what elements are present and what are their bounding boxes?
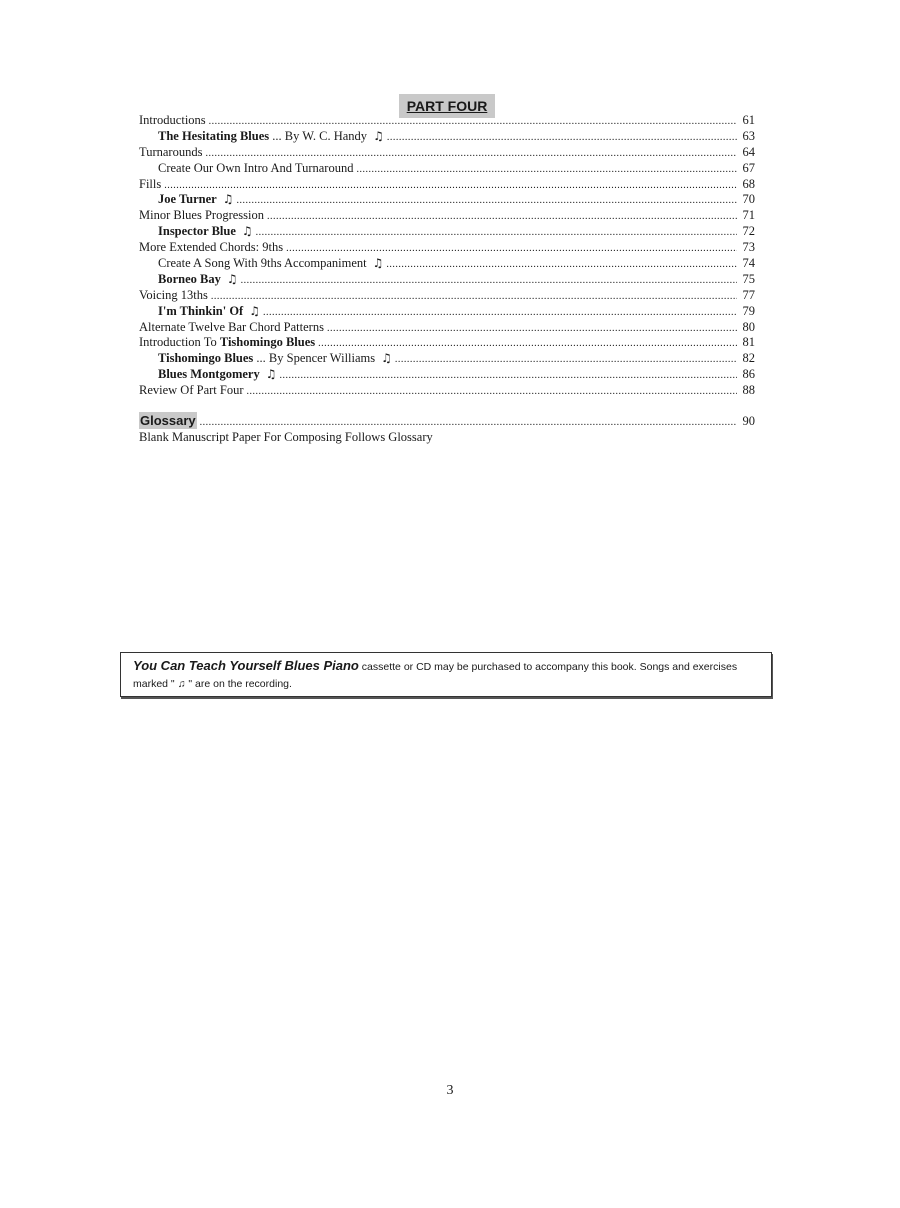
song-title: Tishomingo Blues xyxy=(158,351,254,366)
title-text: Fills xyxy=(139,176,162,191)
toc-entry xyxy=(139,208,755,224)
leader-dots xyxy=(263,304,737,321)
toc-entry xyxy=(139,304,755,320)
music-note-icon: ♫ xyxy=(241,224,253,239)
leader-dots xyxy=(256,224,737,241)
page-ref: 63 xyxy=(742,128,755,143)
composer-text: ... By W. C. Handy xyxy=(269,128,368,143)
title-text: Review Of Part Four xyxy=(139,383,244,398)
leader-dots xyxy=(387,129,737,146)
music-note-icon: ♫ xyxy=(249,303,260,318)
notice-text: cassette or CD may be purchased to accompany this book. Songs and exercises marked " xyxy=(133,661,738,690)
title-text: Minor Blues Progression xyxy=(139,208,264,223)
toc-entry-title xyxy=(139,288,208,304)
title-text: Alternate Twelve Bar Chord Patterns xyxy=(139,319,324,334)
page-ref: 70 xyxy=(742,192,755,207)
toc-entry xyxy=(139,272,755,288)
title-text: Introduction To xyxy=(139,335,220,350)
music-note-icon: ♫ xyxy=(177,678,186,690)
recording-notice-box xyxy=(120,652,772,697)
blank-paper-note: Blank Manuscript Paper For Composing Follows Glossary xyxy=(139,430,433,444)
music-note-icon: ♫ xyxy=(226,271,238,286)
toc-entry-title xyxy=(139,208,264,224)
song-title: Joe Turner xyxy=(158,192,217,207)
part-heading: PART FOUR xyxy=(399,94,495,118)
music-note-icon: ♫ xyxy=(381,351,392,366)
page-number: 3 xyxy=(446,1083,454,1098)
toc-entry xyxy=(139,129,755,145)
leader-dots xyxy=(241,272,737,289)
toc-entry-glossary xyxy=(139,412,755,429)
leader-dots xyxy=(386,256,737,273)
glossary-title: Glossary xyxy=(140,413,196,428)
music-note-icon: ♫ xyxy=(222,192,234,207)
leader-dots xyxy=(164,177,737,194)
page-ref: 67 xyxy=(742,160,755,175)
song-title: The Hesitating Blues xyxy=(158,128,270,143)
leader-dots xyxy=(356,161,737,178)
toc-entry xyxy=(139,351,755,367)
title-text: More Extended Chords: 9ths xyxy=(139,240,284,255)
toc-entry xyxy=(139,240,755,256)
leader-dots xyxy=(318,335,737,352)
page-ref: 82 xyxy=(742,351,755,366)
toc-entry-title xyxy=(158,161,353,177)
toc-entry-title xyxy=(158,304,243,320)
title-text: Voicing 13ths xyxy=(139,287,208,302)
page-ref: 86 xyxy=(742,367,755,382)
toc-entry xyxy=(139,256,755,272)
composer-text: ... By Spencer Williams xyxy=(253,351,376,366)
leader-dots xyxy=(205,145,737,162)
table-of-contents xyxy=(139,113,755,399)
toc-entry-title xyxy=(158,192,217,208)
title-text: Create A Song With 9ths Accompaniment xyxy=(158,256,367,271)
music-note-icon: ♫ xyxy=(372,256,384,271)
leader-dots xyxy=(280,367,738,384)
toc-entry xyxy=(139,177,755,193)
song-title: Blues Montgomery xyxy=(158,367,260,382)
music-note-icon: ♫ xyxy=(373,128,384,143)
page-ref: 77 xyxy=(742,287,755,302)
song-title: Inspector Blue xyxy=(158,224,236,239)
leader-dots xyxy=(247,383,738,400)
leader-dots xyxy=(327,320,737,337)
toc-entry-title xyxy=(139,145,202,161)
toc-entry xyxy=(139,320,755,336)
toc-entry xyxy=(139,288,755,304)
toc-entry xyxy=(139,383,755,399)
toc-entry xyxy=(139,224,755,240)
leader-dots xyxy=(267,208,737,225)
toc-entry xyxy=(139,113,755,129)
toc-entry xyxy=(139,161,755,177)
toc-entry-title xyxy=(139,383,244,399)
toc-entry xyxy=(139,145,755,161)
song-title: Tishomingo Blues xyxy=(219,335,316,350)
toc-entry-title xyxy=(158,351,375,367)
leader-dots xyxy=(236,192,737,209)
page-ref: 75 xyxy=(742,271,755,286)
leader-dots xyxy=(209,113,737,130)
page-ref: 80 xyxy=(742,319,755,334)
page-ref: 61 xyxy=(742,113,755,127)
leader-dots xyxy=(286,240,737,257)
page-ref: 81 xyxy=(742,335,755,350)
toc-entry-title xyxy=(158,367,260,383)
notice-text-end: " are on the recording. xyxy=(185,678,292,690)
toc-entry-title xyxy=(158,224,236,240)
glossary-section xyxy=(139,412,755,446)
page-ref: 88 xyxy=(742,383,755,398)
page-ref: 74 xyxy=(742,256,755,271)
page-ref: 79 xyxy=(742,303,755,318)
page-ref: 73 xyxy=(742,240,755,255)
page-ref: 71 xyxy=(742,208,755,223)
page-ref: 68 xyxy=(742,176,755,191)
leader-dots xyxy=(395,351,737,368)
toc-entry xyxy=(139,335,755,351)
page-ref: 72 xyxy=(742,224,755,239)
toc-entry-title xyxy=(139,240,283,256)
page-ref: 90 xyxy=(742,414,755,428)
page-ref: 64 xyxy=(742,144,755,159)
toc-entry-title xyxy=(158,256,367,272)
music-note-icon: ♫ xyxy=(265,367,277,382)
toc-entry-title xyxy=(139,335,315,351)
toc-entry-title xyxy=(139,113,206,129)
toc-entry-title xyxy=(139,320,324,336)
title-text: Turnarounds xyxy=(139,144,203,159)
title-text: Introductions xyxy=(139,113,206,127)
song-title: I'm Thinkin' Of xyxy=(158,303,244,318)
leader-dots xyxy=(211,288,737,305)
toc-entry xyxy=(139,192,755,208)
toc-entry-title xyxy=(158,272,221,288)
song-title: Borneo Bay xyxy=(158,271,221,286)
toc-entry xyxy=(139,367,755,383)
book-title: You Can Teach Yourself Blues Piano xyxy=(133,658,359,673)
title-text: Create Our Own Intro And Turnaround xyxy=(158,160,354,175)
toc-entry-title xyxy=(139,177,161,193)
toc-entry-title xyxy=(158,129,367,145)
